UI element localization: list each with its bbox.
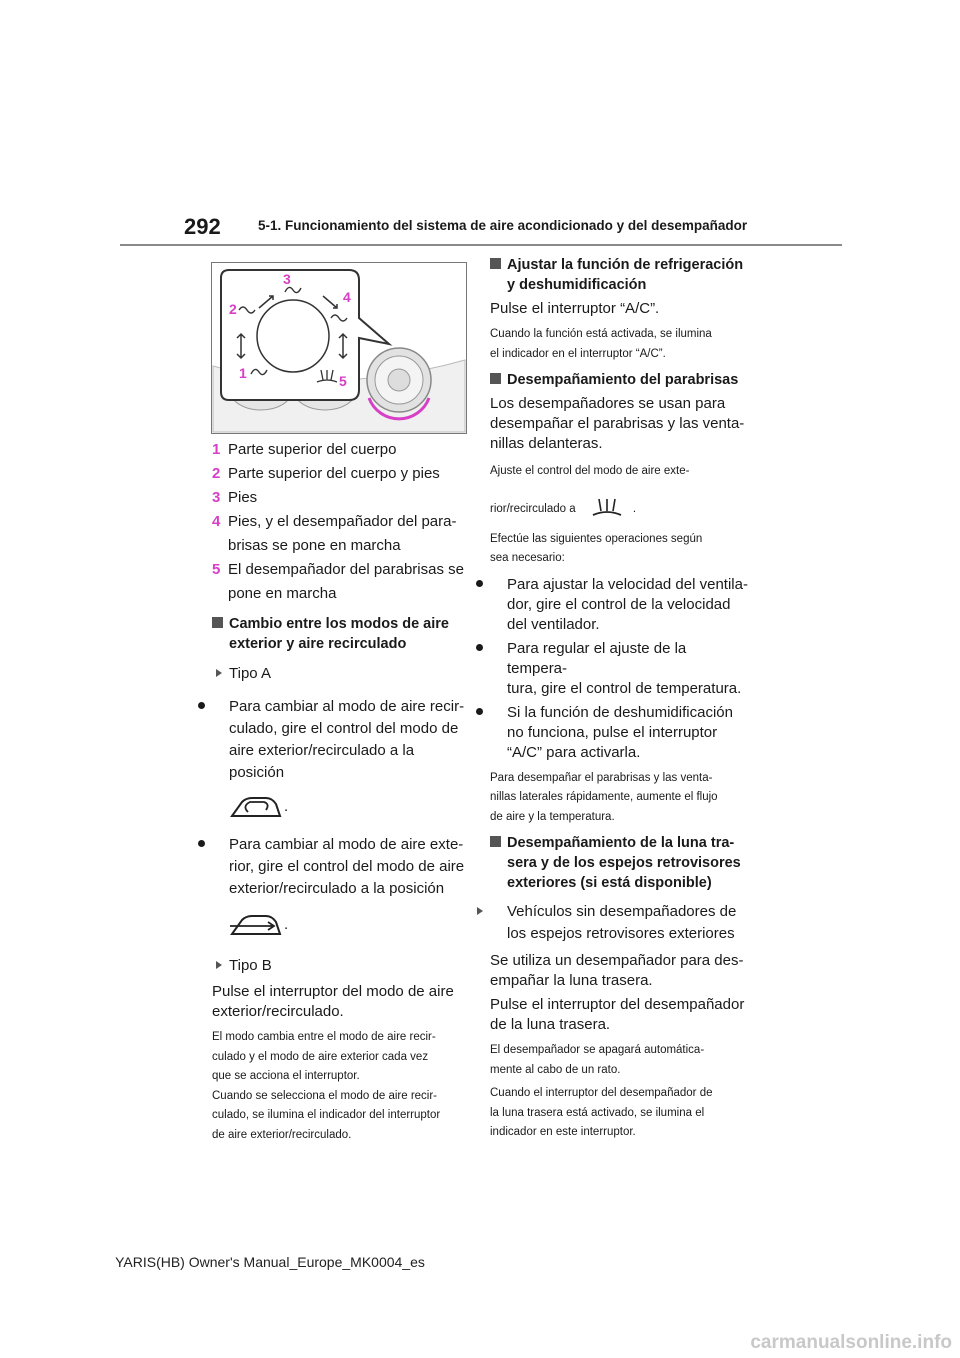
- period: .: [284, 915, 289, 933]
- legend-item-4: 4 Pies, y el desempañador del para-: [212, 513, 457, 530]
- indicator-note: Cuando el interruptor del desempañador de la luna trasera está activado, se ilumina el indicador en este interruptor.: [490, 1087, 713, 1138]
- bullet-dot-icon: [490, 639, 507, 659]
- cooling-para: Pulse el interruptor “A/C”.: [490, 300, 660, 317]
- triangle-icon: [212, 956, 229, 976]
- windshield-para: Los desempañadores se usan para desempañar el parabrisas y las venta- nillas delanteras.: [490, 395, 745, 452]
- section-title: 5-1. Funcionamiento del sistema de aire acondicionado y del desempañador: [258, 218, 748, 233]
- legend-item-1: 1 Parte superior del cuerpo: [212, 441, 397, 458]
- callout-1: 1: [239, 365, 247, 381]
- heading-windshield: Desempañamiento del parabrisas: [490, 370, 748, 390]
- left-column: [212, 438, 470, 1145]
- page-number: 292: [184, 214, 221, 239]
- recirc-position: [212, 792, 470, 826]
- legend-item-4-cont: brisas se pone en marcha: [228, 537, 401, 554]
- period: .: [284, 797, 289, 815]
- bullet-dot-icon: [212, 834, 229, 856]
- exterior-air-icon: [228, 910, 284, 940]
- quick-defog-note: Para desempañar el parabrisas y las venta- nillas laterales rápidamente, aumente el flujo de aire y la temperatura.: [490, 771, 718, 823]
- square-bullet-icon: [490, 373, 501, 384]
- bullet-dot-icon: [490, 575, 507, 595]
- operations-note: Efectúe las siguientes operaciones según sea necesario:: [490, 532, 703, 564]
- vehicles-without-mirror-defoggers: Vehículos sin desempañadores de los espejos retrovisores exteriores: [490, 901, 748, 945]
- type-b-note: El modo cambia entre el modo de aire recir- culado y el modo de aire exterior cada vez que se acciona el interruptor. Cuando se selecciona el modo de aire recir- culado, se ilumina el indicador del interruptor de aire exterior/recirculado.: [212, 1031, 441, 1141]
- bullet-recirc: Para cambiar al modo de aire recir- culado, gire el control del modo de aire exterior/recirculado a la posición: [212, 696, 470, 784]
- header-rule: [120, 244, 842, 246]
- rear-defogger-para: Se utiliza un desempañador para des- empañar la luna trasera.: [490, 952, 744, 989]
- recirculated-air-icon: [228, 792, 284, 822]
- type-b-label: Tipo B: [212, 956, 470, 976]
- legend-item-5: 5 El desempañador del parabrisas se: [212, 561, 464, 578]
- cooling-note: Cuando la función está activada, se ilumina el indicador en el interruptor “A/C”.: [490, 328, 712, 360]
- windshield-note: Ajuste el control del modo de aire exte- rior/recirculado a .: [490, 462, 748, 524]
- square-bullet-icon: [490, 258, 501, 269]
- bullet-dot-icon: [212, 696, 229, 718]
- square-bullet-icon: [490, 836, 501, 847]
- auto-off-note: El desempañador se apagará automática- mente al cabo de un rato.: [490, 1044, 705, 1076]
- legend-item-3: 3 Pies: [212, 489, 258, 506]
- triangle-icon: [490, 901, 507, 923]
- legend-item-2: 2 Parte superior del cuerpo y pies: [212, 465, 440, 482]
- bullet-dot-icon: [490, 703, 507, 723]
- heading-cooling: Ajustar la función de refrigeración y deshumidificación: [490, 255, 748, 295]
- watermark: carmanualsonline.info: [750, 1332, 952, 1353]
- bullet-exterior: Para cambiar al modo de aire exte- rior, gire el control del modo de aire exterior/recirculado a la posición: [212, 834, 470, 900]
- bullet-temperature: Para regular el ajuste de la tempera- tura, gire el control de temperatura.: [490, 639, 748, 699]
- callout-3: 3: [283, 271, 291, 287]
- callout-4: 4: [343, 289, 351, 305]
- heading-rear-defogger: Desempañamiento de la luna tra- sera y de los espejos retrovisores exteriores (si está disponible): [490, 833, 748, 893]
- type-b-para: Pulse el interruptor del modo de aire exterior/recirculado.: [212, 983, 454, 1020]
- bullet-dehumidify: Si la función de deshumidificación no funciona, pulse el interruptor “A/C” para activarla.: [490, 703, 748, 763]
- type-a-label: Tipo A: [212, 664, 470, 684]
- callout-5: 5: [339, 373, 347, 389]
- windshield-defogger-icon: [587, 495, 627, 521]
- rear-defogger-press: Pulse el interruptor del desempañador de la luna trasera.: [490, 996, 745, 1033]
- callout-2: 2: [229, 301, 237, 317]
- climate-control-figure: [211, 262, 467, 434]
- exterior-position: [212, 910, 470, 944]
- bullet-fan: Para ajustar la velocidad del ventila- dor, gire el control de la velocidad del ventilador.: [490, 575, 748, 635]
- footer: YARIS(HB) Owner's Manual_Europe_MK0004_es: [115, 1254, 425, 1270]
- legend-item-5-cont: pone en marcha: [228, 585, 337, 602]
- right-column: [490, 255, 748, 1143]
- square-bullet-icon: [212, 617, 223, 628]
- triangle-icon: [212, 664, 229, 684]
- heading-air-mode: Cambio entre los modos de aire exterior y aire recirculado: [212, 614, 470, 654]
